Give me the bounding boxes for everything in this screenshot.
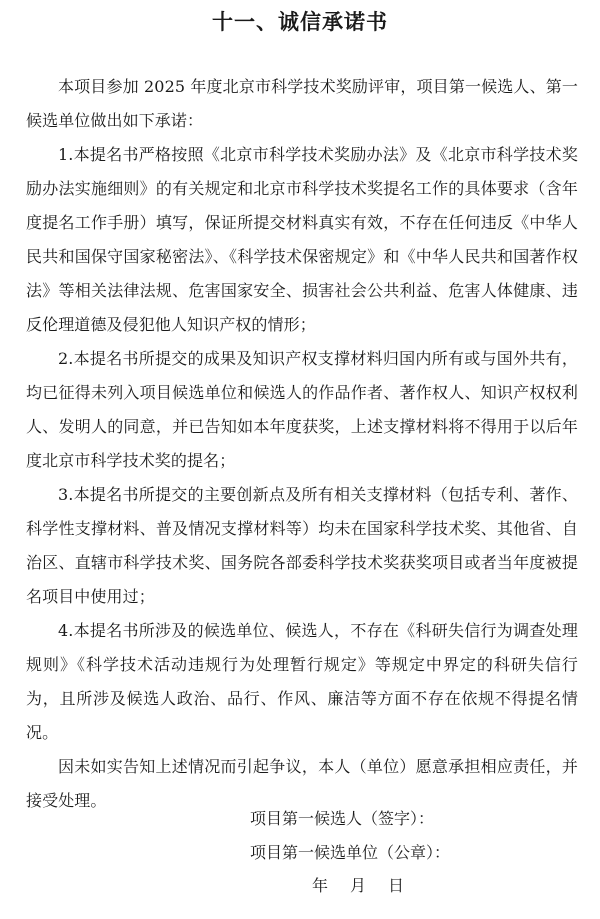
- commitment-item-4: 4.本提名书所涉及的候选单位、候选人，不存在《科研失信行为调查处理规则》《科学技术活动违规行为处理暂行规定》等规定中界定的科研失信行为，且所涉及候选人政治、品行、作风、廉洁等方面不存在依规不得提名情况。: [26, 621, 578, 742]
- signature-block: [250, 802, 450, 870]
- date-year-label: 年: [312, 876, 329, 895]
- page-title: 十一、诚信承诺书: [212, 10, 388, 34]
- commitment-item-3: 3.本提名书所提交的主要创新点及所有相关支撑材料（包括专利、著作、科学性支撑材料、普及情况支撑材料等）均未在国家科学技术奖、其他省、自治区、直辖市科学技术奖、国务院各部委科学技术奖获奖项目或者当年度被提名项目中使用过；: [26, 485, 578, 606]
- unit-seal-label: 项目第一候选单位（公章）：: [250, 843, 451, 862]
- signature-date: [312, 869, 404, 903]
- commitment-item-1: 1.本提名书严格按照《北京市科学技术奖励办法》及《北京市科学技术奖励办法实施细则》的有关规定和北京市科学技术奖提名工作的具体要求（含年度提名工作手册）填写，保证所提交材料真实有效，不存在任何违反《中华人民共和国保守国家秘密法》、《科学技术保密规定》和《中华人民共和国著作权法》等相关法律法规、危害国家安全、损害社会公共利益、危害人体健康、违反伦理道德及侵犯他人知识产权的情形；: [26, 145, 578, 334]
- liability-paragraph: 因未如实告知上述情况而引起争议，本人（单位）愿意承担相应责任，并接受处理。: [26, 757, 578, 810]
- commitment-item-2: 2.本提名书所提交的成果及知识产权支撑材料归国内所有或与国外共有，均已征得未列入项目候选单位和候选人的作品作者、著作权人、知识产权权利人、发明人的同意，并已告知如本年度获奖，上述支撑材料将不得用于以后年度北京市科学技术奖的提名；: [26, 349, 578, 470]
- date-month-label: 月: [350, 876, 367, 895]
- date-day-label: 日: [388, 876, 405, 895]
- intro-paragraph: 本项目参加 2025 年度北京市科学技术奖励评审，项目第一候选人、第一候选单位做出如下承诺：: [26, 77, 578, 130]
- candidate-signature-label: 项目第一候选人（签字）：: [250, 809, 435, 828]
- commitment-body: [26, 70, 578, 818]
